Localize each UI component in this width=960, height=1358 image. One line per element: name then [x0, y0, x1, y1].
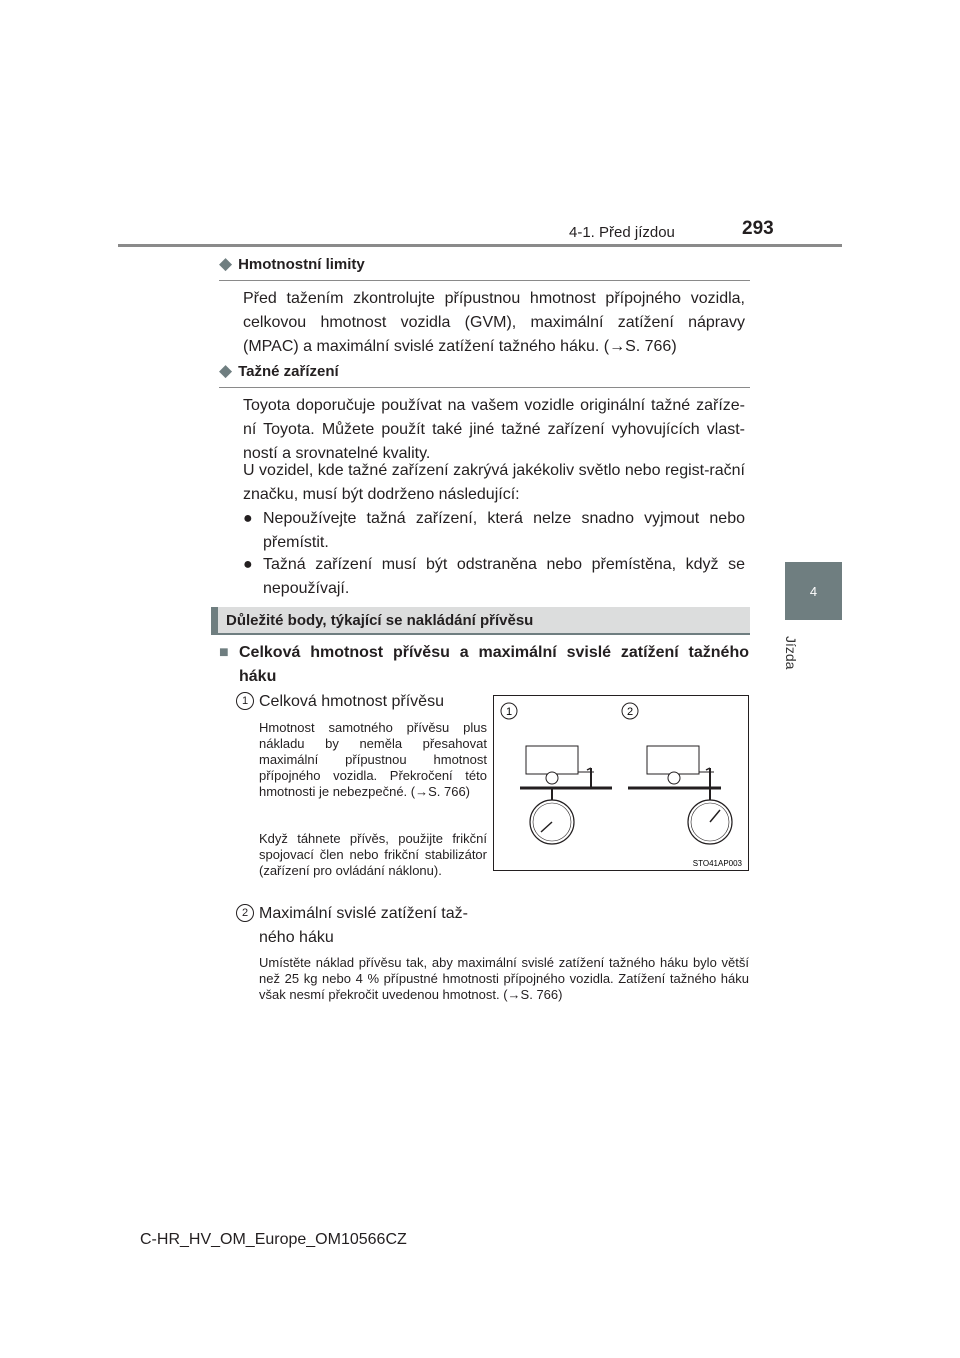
trailer-load-figure	[493, 695, 749, 871]
figure-label-2: 2	[626, 706, 634, 718]
subheading-mass-limits: ◆ Hmotnostní limity	[219, 254, 750, 281]
hitch-bullet-2: ● Tažná zařízení musí být odstraněna nebo přemístěna, když se nepoužívají.	[243, 553, 745, 601]
trailer-right	[628, 746, 732, 844]
trailer-scale-illustration	[494, 696, 748, 870]
header-section: 4-1. Před jízdou	[569, 224, 675, 241]
hitch-text-1: Toyota doporučuje používat na vašem vozidle originální tažné zaříze-ní Toyota. Můžete použít také jiné tažné zařízení vyhovujících vlast-ností a srovnatelné kvality.	[243, 397, 745, 462]
chapter-tab	[785, 562, 842, 620]
item-1-note-2: Když táhnete přívěs, použijte frikční spojovací člen nebo frikční stabilizátor (zařízení pro ovládání náklonu).	[259, 831, 487, 878]
figure-label-1: 1	[505, 706, 513, 718]
figure-code: STO41AP003	[692, 859, 742, 868]
square-bullet-icon: ■	[219, 644, 229, 661]
page-number: 293	[742, 218, 774, 239]
chapter-side-label: Jízda	[783, 636, 799, 670]
item-2-note: Umístěte náklad přívěsu tak, aby maximální svislé zatížení tažného háku bylo větší než 25 kg nebo 4 % přípustné hmotnosti přípojného vozidla. Zatížení tažného háku však nesmí překročit uvedenou hmotnost. (→S. 766)	[259, 955, 749, 1002]
item-1-title: Celková hmotnost přívěsu	[259, 693, 444, 710]
diamond-icon: ◆	[219, 361, 233, 380]
trailer-left	[520, 746, 612, 844]
loading-heading: ■ Celková hmotnost přívěsu a maximální svislé zatížení tažného háku	[219, 641, 749, 689]
footer-doc-id: C-HR_HV_OM_Europe_OM10566CZ	[140, 1231, 407, 1248]
subheading-hitch: ◆ Tažné zařízení	[219, 361, 750, 388]
item-1-note-1: Hmotnost samotného přívěsu plus nákladu by neměla přesahovat maximální přípustnou hmotnost přípojného vozidla. Překročení této hmotnosti je nebezpečné. (→S. 766)	[259, 720, 487, 799]
header-rule	[118, 244, 842, 247]
item-number-2: 2	[236, 903, 254, 922]
hitch-bullet-1: ● Nepoužívejte tažná zařízení, která nelze snadno vyjmout nebo přemístit.	[243, 507, 745, 555]
chapter-number: 4	[809, 583, 818, 599]
bullet-icon: ●	[243, 556, 253, 573]
diamond-icon: ◆	[219, 254, 233, 273]
bullet-icon: ●	[243, 510, 253, 527]
loading-box-title: Důležité body, týkající se nakládání přívěsu	[211, 607, 750, 635]
mass-limits-text: Před tažením zkontrolujte přípustnou hmotnost přípojného vozidla, celkovou hmotnost vozidla (GVM), maximální zatížení nápravy (MPAC) a maximální svislé zatížení tažného háku. (→S. 766)	[243, 290, 745, 355]
item-number-1: 1	[236, 691, 254, 710]
hitch-text-2: U vozidel, kde tažné zařízení zakrývá jakékoliv světlo nebo regist-rační značku, musí být dodrženo následující:	[243, 462, 745, 503]
item-2-title: Maximální svislé zatížení taž-ného háku	[259, 905, 468, 946]
